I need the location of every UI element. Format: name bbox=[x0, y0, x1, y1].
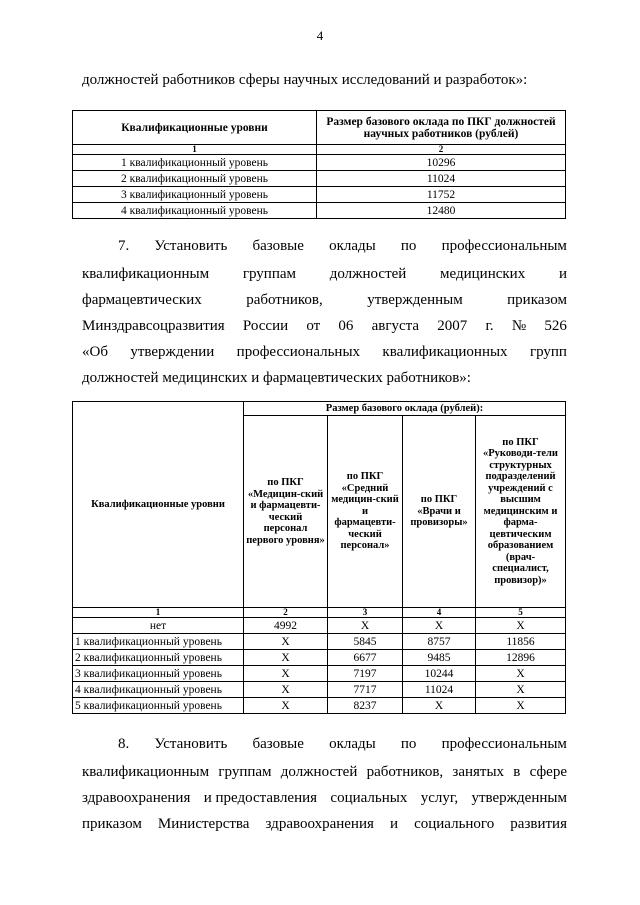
table2-value-cell: 5845 bbox=[328, 634, 403, 650]
table2-value-cell: X bbox=[403, 618, 476, 634]
table2-header-salary-group: Размер базового оклада (рублей): bbox=[244, 402, 566, 416]
para7-line-6: должностей медицинских и фармацевтических работников»: bbox=[82, 370, 471, 386]
medical-workers-salary-table bbox=[72, 401, 566, 714]
table2-value-cell: X bbox=[244, 650, 328, 666]
table1-level-cell: 4 квалификационный уровень bbox=[73, 203, 317, 219]
table1-level-cell: 3 квалификационный уровень bbox=[73, 187, 317, 203]
table2-index-cell: 4 bbox=[403, 608, 476, 618]
table2-row bbox=[73, 666, 566, 682]
table2-value-cell: 11024 bbox=[403, 682, 476, 698]
table2-level-cell: 2 квалификационный уровень bbox=[73, 650, 244, 666]
table2-value-cell: 12896 bbox=[476, 650, 566, 666]
table1-index-cell: 2 bbox=[317, 145, 566, 155]
table1-header-salary: Размер базового оклада по ПКГ должностей научных работников (рублей) bbox=[317, 111, 566, 145]
table2-level-cell: 4 квалификационный уровень bbox=[73, 682, 244, 698]
table1-salary-cell: 11024 bbox=[317, 171, 566, 187]
para7-line-4: Минздравсоцразвития России от 06 августа 2007 г. № 526 bbox=[82, 318, 567, 334]
table2-index-cell: 1 bbox=[73, 608, 244, 618]
para8-line-3: здравоохранения и предоставления социальных услуг, утвержденным bbox=[82, 790, 567, 806]
table2-value-cell: 6677 bbox=[328, 650, 403, 666]
table2-value-cell: 8237 bbox=[328, 698, 403, 714]
table2-value-cell: 9485 bbox=[403, 650, 476, 666]
table2-row bbox=[73, 650, 566, 666]
table2-header-levels: Квалификационные уровни bbox=[73, 402, 244, 608]
table2-value-cell: X bbox=[244, 634, 328, 650]
table2-header-pkg-doctors: по ПКГ «Врачи и провизоры» bbox=[403, 416, 476, 608]
table2-value-cell: X bbox=[476, 698, 566, 714]
table2-row bbox=[73, 698, 566, 714]
table2-level-cell: 1 квалификационный уровень bbox=[73, 634, 244, 650]
table2-value-cell: X bbox=[328, 618, 403, 634]
table2-header-pkg-first-level: по ПКГ «Медицин-ский и фармацевти-ческий персонал первого уровня» bbox=[244, 416, 328, 608]
table2-level-cell: 5 квалификационный уровень bbox=[73, 698, 244, 714]
table1-index-cell: 1 bbox=[73, 145, 317, 155]
table1-salary-cell: 12480 bbox=[317, 203, 566, 219]
table2-value-cell: X bbox=[403, 698, 476, 714]
table2-value-cell: X bbox=[476, 682, 566, 698]
table2-index-cell: 3 bbox=[328, 608, 403, 618]
para8-line-4: приказом Министерства здравоохранения и социального развития bbox=[82, 816, 567, 832]
para7-line-1: 7. Установить базовые оклады по профессиональным bbox=[118, 238, 567, 254]
table2-index-cell: 5 bbox=[476, 608, 566, 618]
scientific-workers-salary-table bbox=[72, 110, 566, 219]
table2-value-cell: 10244 bbox=[403, 666, 476, 682]
para7-line-3: фармацевтических работников, утвержденным приказом bbox=[82, 292, 567, 308]
table1-level-cell: 2 квалификационный уровень bbox=[73, 171, 317, 187]
table2-value-cell: X bbox=[476, 666, 566, 682]
table2-value-cell: X bbox=[244, 698, 328, 714]
table2-value-cell: X bbox=[476, 618, 566, 634]
table1-header-levels: Квалификационные уровни bbox=[73, 111, 317, 145]
table1-salary-cell: 10296 bbox=[317, 155, 566, 171]
para7-line-2: квалификационным группам должностей медицинских и bbox=[82, 266, 567, 282]
table2-row bbox=[73, 634, 566, 650]
table2-value-cell: 4992 bbox=[244, 618, 328, 634]
intro-line: должностей работников сферы научных исследований и разработок»: bbox=[82, 72, 528, 88]
table2-value-cell: 7717 bbox=[328, 682, 403, 698]
table2-value-cell: 11856 bbox=[476, 634, 566, 650]
table2-value-cell: 7197 bbox=[328, 666, 403, 682]
para8-line-1: 8. Установить базовые оклады по профессиональным bbox=[118, 736, 567, 752]
table2-value-cell: X bbox=[244, 666, 328, 682]
table2-level-cell: нет bbox=[73, 618, 244, 634]
table2-index-cell: 2 bbox=[244, 608, 328, 618]
table2-value-cell: X bbox=[244, 682, 328, 698]
table2-row bbox=[73, 618, 566, 634]
table2-header-pkg-heads: по ПКГ «Руководи-тели структурных подразделений учреждений с высшим медицинским и фарма-цевтическим образованием (врач-специалист, провизор)» bbox=[476, 416, 566, 608]
table2-value-cell: 8757 bbox=[403, 634, 476, 650]
table2-header-pkg-middle: по ПКГ «Средний медицин-ский и фармацевти-ческий персонал» bbox=[328, 416, 403, 608]
table1-level-cell: 1 квалификационный уровень bbox=[73, 155, 317, 171]
table1-salary-cell: 11752 bbox=[317, 187, 566, 203]
page-number: 4 bbox=[316, 28, 324, 43]
para8-line-2: квалификационным группам должностей работников, занятых в сфере bbox=[82, 764, 567, 780]
para7-line-5: «Об утверждении профессиональных квалификационных групп bbox=[82, 344, 567, 360]
table2-level-cell: 3 квалификационный уровень bbox=[73, 666, 244, 682]
table2-row bbox=[73, 682, 566, 698]
